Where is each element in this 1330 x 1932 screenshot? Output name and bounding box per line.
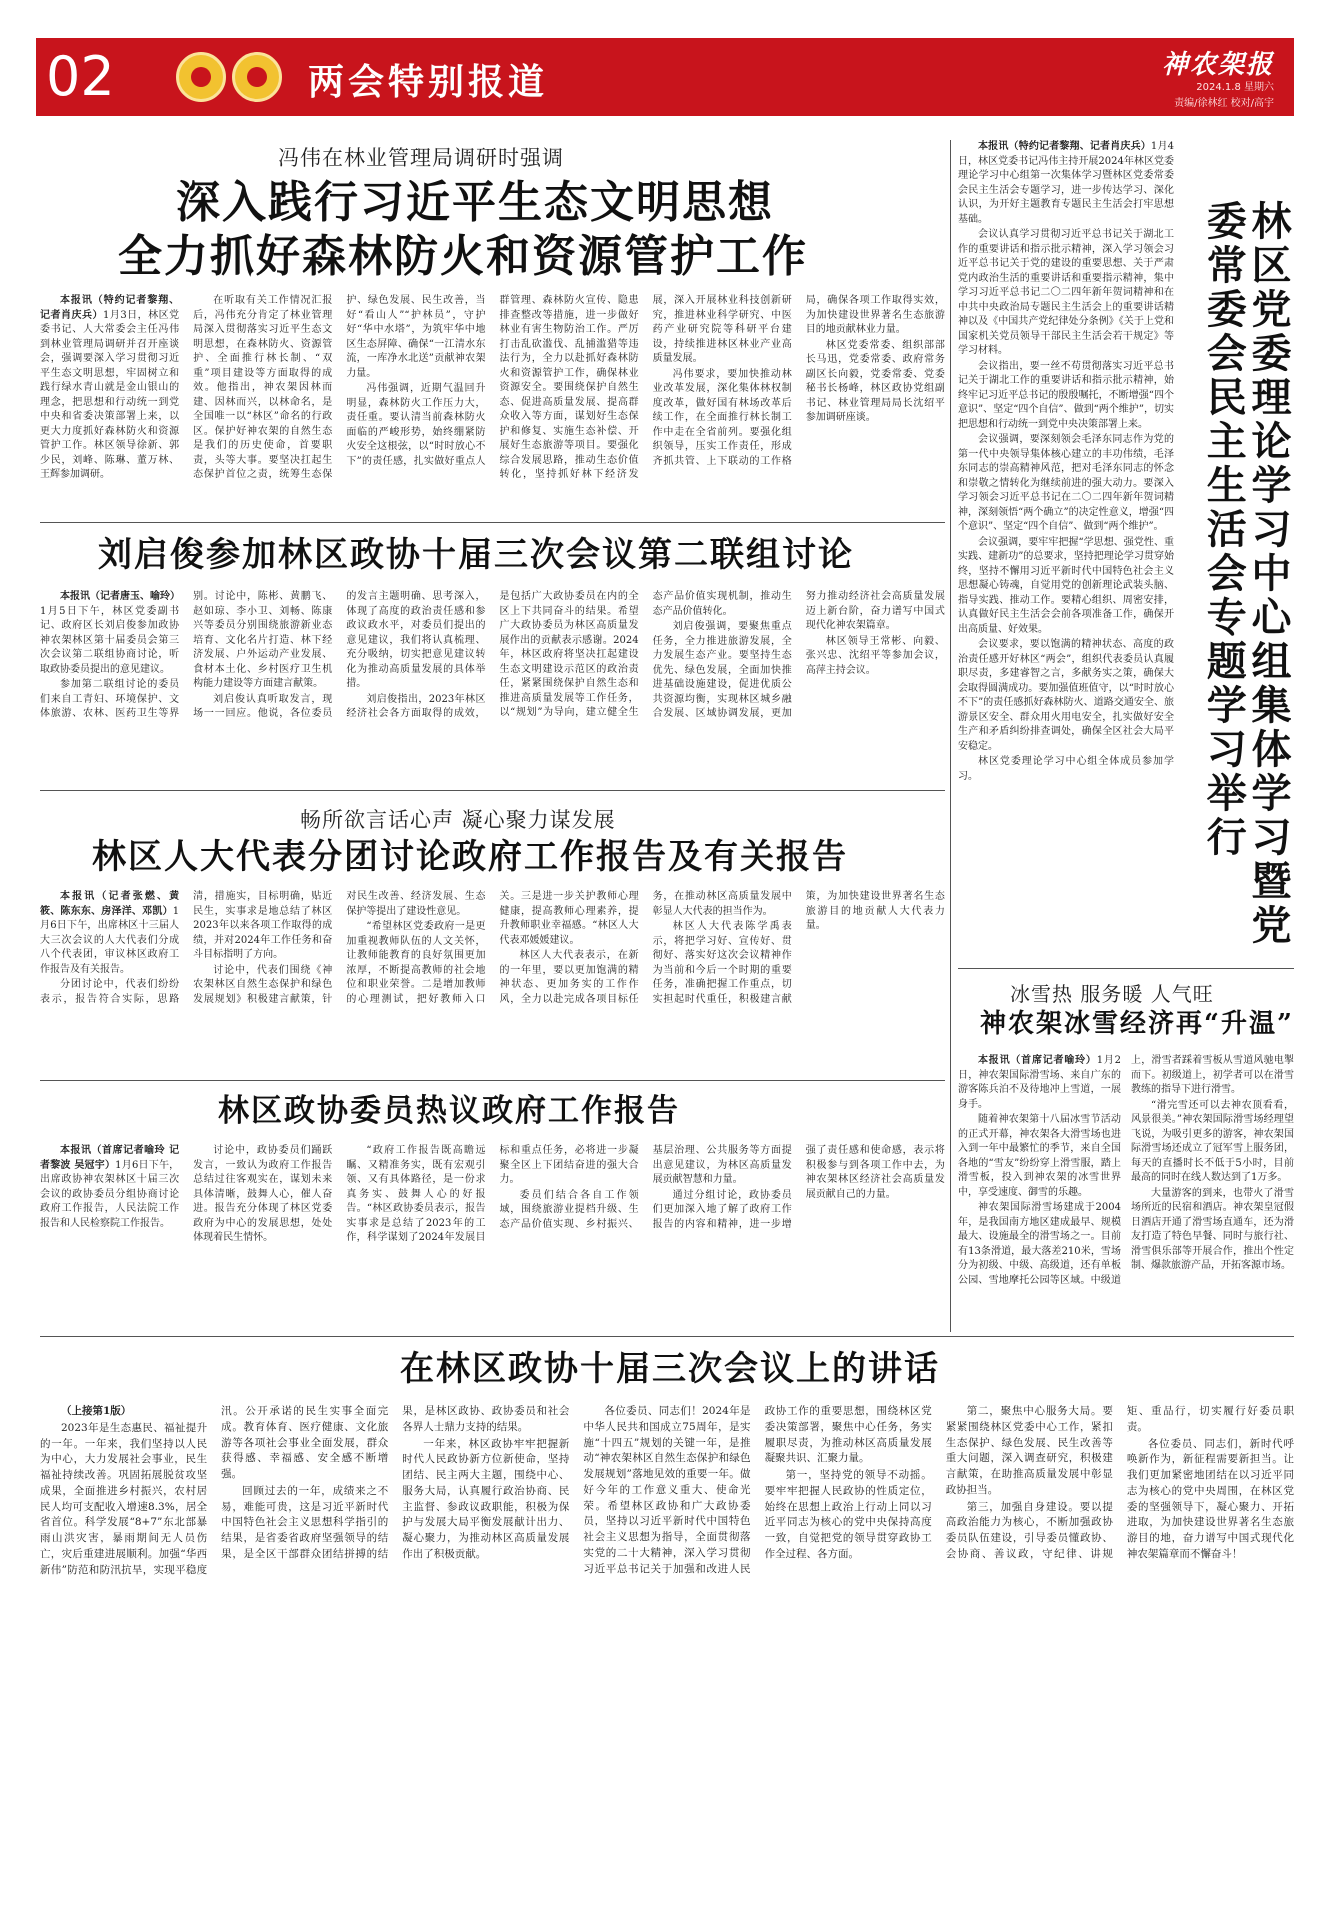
article5-body — [40, 1404, 1294, 1900]
article6-paragraph: 会议强调，要牢牢把握“学思想、强党性、重实践、建新功”的总要求，坚持把理论学习贯穿始终，坚持不懈用习近平新时代中国特色社会主义思想凝心铸魂，自觉用党的创新理论武装头脑、指导实践、推动工作。要精心组织、周密安排，认真做好民主生活会会前各项准备工作，确保开出高质量、好效果。 — [958, 536, 1174, 635]
article1-paragraph: 冯伟要求，要加快推动林业改革发展，深化集体林权制度改革，做好国有林场改革后续工作，在全面推行林长制工作中走在全省前列。要强化组织领导，压实工作责任，形成齐抓共管、上下联动的工作格局，确保各项工作取得实效，为加快建设世界著名生态旅游目的地贡献林业力量。 — [652, 295, 945, 467]
article6-title: 林区党委理论学习中心组集体学习暨党委常委会民主生活会专题学习举行 — [1200, 200, 1292, 948]
article2-paragraph: 1月5日下午，林区党委副书记、政府区长刘启俊参加政协神农架林区第十届委员会第三次会议第二联组协商讨论，听取政协委员提出的意见建议。 — [40, 605, 180, 675]
article5-paragraph: 回顾过去的一年，成绩来之不易，难能可贵，这是习近平新时代中国特色社会主义思想科学指引的结果，是省委省政府坚强领导的结果，是全区干部群众团结拼搏的结果，是林区政协、政协委员和社会各界人士鼎力支持的结果。 — [221, 1405, 570, 1560]
article4-paragraph: 通过分组讨论，政协委员们更加深入地了解了政府工作报告的内容和精神，进一步增强了责任感和使命感，表示将积极参与到各项工作中去，为神农架林区经济社会高质量发展贡献自己的力量。 — [652, 1145, 945, 1230]
article3-byline: 本报讯（记者张燃、黄筱、陈东东、房泽洋、邓凯） — [40, 891, 180, 917]
article3-paragraph: 林区人大代表表示，在新的一年里，要以更加饱满的精神状态、更加务实的工作作风，全力以赴完成各项目标任务，在推动林区高质量发展中彰显人大代表的担当作为。 — [499, 891, 792, 1005]
article4-paragraph: 1月6日下午，出席政协神农架林区十届三次会议的政协委员分组协商讨论政府工作报告，人民法院工作报告和人民检察院工作报告。 — [40, 1159, 180, 1229]
article2-paragraph: 林区领导王常彬、向毅、张兴忠、沈绍平等参加会议，高萍主持会议。 — [805, 635, 945, 676]
cppcc-emblem-icon — [232, 52, 282, 102]
section-title: 两会特别报道 — [308, 61, 549, 103]
article3-paragraph: 林区人大代表陈学禹表示，将把学习好、宣传好、贯彻好、落实好这次会议精神作为当前和今后一个时期的重要任务，准确把握工作重点，切实担起时代重任，积极建言献策，为加快建设世界著名生态旅游目的地贡献人大代表力量。 — [652, 891, 945, 1005]
article2-title: 刘启俊参加林区政协十届三次会议第二联组讨论 — [98, 535, 854, 575]
divider — [40, 1080, 945, 1081]
article5-paragraph: 2023年是生态惠民、福祉提升的一年。一年来，我们坚持以人民为中心，大力发展社会事业，民生福祉持续改善。巩固拓展脱贫攻坚成果，全面推进乡村振兴，农村居民人均可支配收入增速8.3%，居全省首位。科学发展“8+7”东北部暴雨山洪灾害，暴雨期间无人员伤亡，灾后重建进展顺利。加强“华西新伟”防范和防汛抗旱，实现平稳度汛。公开承诺的民生实事全面完成。教育体育、医疗健康、文化旅游等各项社会事业全面发展，群众获得感、幸福感、安全感不断增强。 — [40, 1405, 389, 1576]
article1-paragraph: 林区党委常委、组织部部长马迅，党委常委、政府常务副区长向毅，党委常委、党委秘书长杨峰，林区政协党组副书记、林业管理局局长沈绍平参加调研座谈。 — [805, 339, 945, 423]
article4-title: 林区政协委员热议政府工作报告 — [218, 1093, 680, 1129]
article6-paragraph: 林区党委理论学习中心组全体成员参加学习。 — [958, 756, 1174, 782]
article1-title-line2: 全力抓好森林防火和资源管护工作 — [118, 231, 808, 282]
article6-paragraph: 会议要求，要以饱满的精神状态、高度的政治责任感开好林区“两会”，组织代表委员认真履职尽责，多建睿智之言，多献务实之策，确保大会取得圆满成功。要加强值班值守，以“时时放心不下”的责任感抓好森林防火、道路交通安全、旅游景区安全、群众用火用电安全，扎实做好安全生产和矛盾纠纷排查调处，确保全区社会大局平安稳定。 — [958, 639, 1174, 752]
article7-byline: 本报讯（首席记者喻玲） — [978, 1055, 1097, 1066]
article3-paragraph: 1月6日下午，出席林区十三届人大三次会议的人大代表们分成八个代表团，审议林区政府工作报告及有关报告。 — [40, 905, 180, 975]
article3-paragraph: 分团讨论中，代表们纷纷表示，报告符合实际，思路清，措施实，目标明确，贴近民生，实事求是地总结了林区2023年以来各项工作取得的成绩，并对2024年工作任务和奋斗目标指明了方向。 — [40, 891, 333, 1005]
article2-paragraph: 刘启俊认真听取发言，现场一一回应。他说，各位委员的发言主题明确、思考深入，体现了高度的政治责任感和参政议政水平，对委员们提出的意见建议，我们将认真梳理、充分吸纳，切实把意见建议转化为推动高质量发展的具体举措。 — [193, 591, 486, 719]
article5-continued: （上接第1版） — [61, 1405, 132, 1417]
article3-title: 林区人大代表分团讨论政府工作报告及有关报告 — [92, 837, 848, 877]
article1-title-line1: 深入践行习近平生态文明思想 — [176, 177, 774, 228]
article7-paragraph: “滑完雪还可以去神农顶看看，风景很美。”神农架国际滑雪场经理望飞说，为吸引更多的游客，神农架国际滑雪场还成立了冠军雪上服务团，每天的直播时长不低于5小时，目前最高的同时在线人数达到了1万多。 — [1131, 1099, 1294, 1183]
editors-line: 责编/徐林红 校对/高宇 — [1174, 98, 1274, 109]
issue-date: 2024.1.8 星期六 — [1196, 82, 1274, 93]
article4-byline: 本报讯（首席记者喻玲 记者黎波 吴冠宇） — [40, 1145, 180, 1171]
article6-paragraph: 会议强调，要深刻领会毛泽东同志作为党的第一代中央领导集体核心建立的丰功伟绩，毛泽东同志的崇高精神风范，把对毛泽东同志的怀念和崇敬之情转化为继续前进的强大动力。要深入学习领会习近平总书记在二〇二四年新年贺词精神，深刻领悟“两个确立”的决定性意义，增强“四个意识”、坚定“四个自信”、做到“两个维护”。 — [958, 434, 1174, 532]
article7-paragraph: 神农架国际滑雪场建成于2004年，是我国南方地区建成最早、规模最大、设施最全的滑雪场之一。目前有13条滑道，最大落差210米，雪场分为初级、中级、高级道，还有单板公园、雪地摩托公园等区域。中级道上，滑雪者踩着雪板从雪道风驰电掣而下。初级道上，初学者可以在滑雪教练的指导下进行滑雪。 — [958, 1055, 1294, 1286]
article5-paragraph: 第三，加强自身建设。要以提高政治能力为核心，不断加强政协委员队伍建设，引导委员懂政协、会协商、善议政，守纪律、讲规矩、重品行，切实履行好委员职责。 — [945, 1405, 1294, 1560]
article4-paragraph: “政府工作报告既高瞻远瞩、又精准务实，既有宏观引领、又有具体路径，是一份求真务实、鼓舞人心的好报告。“林区政协委员表示，报告实事求是总结了2023年的工作，科学谋划了2024年发展目标和重点任务，必将进一步凝聚全区上下团结奋进的强大合力。 — [346, 1145, 639, 1243]
article3-body — [40, 890, 945, 1070]
divider — [40, 1336, 1294, 1337]
article1-kicker: 冯伟在林业管理局调研时强调 — [278, 146, 564, 170]
article5-paragraph: 第二，聚焦中心服务大局。要紧紧围绕林区党委中心工作，紧扣生态保护、绿色发展、民生改善等重大问题，深入调查研究，积极建言献策，在助推高质量发展中彰显政协担当。 — [945, 1405, 1113, 1496]
article5-paragraph: 第一，坚持党的领导不动摇。要牢牢把握人民政协的性质定位，始终在思想上政治上行动上同以习近平同志为核心的党中央保持高度一致，自觉把党的领导贯穿政协工作全过程、各方面。 — [764, 1469, 932, 1560]
article3-kicker: 畅所欲言话心声 凝心聚力谋发展 — [300, 808, 616, 832]
article6-paragraph: 会议指出，要一丝不苟贯彻落实习近平总书记关于湖北工作的重要讲话和指示批示精神，始终牢记习近平总书记的殷殷嘱托，不断增强“四个意识”、坚定“四个自信”、做到“两个维护”，切实把思想和行动统一到党中央决策部署上来。 — [958, 360, 1174, 430]
article2-paragraph: 参加第二联组讨论的委员们来自工青妇、环境保护、文体旅游、农林、医药卫生等界别。讨论中，陈彬、黄鹏飞、赵如琼、李小卫、刘畅、陈康兴等委员分别围绕旅游新业态培育、文化名片打造、林下经济发展、户外运动产业发展、食材本土化、乡村医疗卫生机构能力建设等方面建言献策。 — [40, 591, 333, 719]
page-number: 02 — [46, 45, 115, 108]
article1-paragraph: 冯伟强调，近期气温回升明显，森林防火工作压力大，责任重。要认清当前森林防火面临的严峻形势，始终绷紧防火安全这根弦，以“时时放心不下”的责任感，扎实做好重点人群管理、森林防火宣传、隐患排查整改等措施，进一步做好林业有害生物防治工作。严厉打击乱砍滥伐、乱捕滥猎等违法行为，全力以赴抓好森林防火和资源管护工作，确保林业资源安全。要围绕保护自然生态、促进高质量发展、提高群众收入等方面，谋划好生态保护和修复、实施生态补偿、开展好生态旅游等项目。要强化综合发展思路，推动生态价值转化，坚持抓好林下经济发展，深入开展林业科技创新研究，推进林业科学研究、中医药产业研究院等科研平台建设，持续推进林区林业产业高质量发展。 — [346, 295, 792, 480]
article2-paragraph: 刘启俊指出，2023年林区经济社会各方面取得的成效，是包括广大政协委员在内的全区上下共同奋斗的结果。希望广大政协委员为林区高质量发展作出的贡献表示感谢。2024年，林区政府将坚决扛起建设生态文明建设示范区的政治责任，紧紧围绕保护自然生态和推进高质量发展等工作任务，以“规划”为导向，建立健全生态产品价值实现机制，推动生态产品价值转化。 — [346, 591, 792, 719]
divider — [40, 522, 945, 523]
national-emblem-icon — [176, 52, 226, 102]
article2-paragraph: 刘启俊强调，要聚焦重点任务，全力推进旅游发展，全力发展生态产业。要坚持生态优先、绿色发展，全面加快推进基础设施建设，促进优质公共资源均衡，实现林区城乡融合发展、区域协调发展，更加努力推动经济社会高质量发展迈上新台阶，奋力谱写中国式现代化神农架篇章。 — [652, 591, 945, 719]
article2-byline: 本报讯（记者唐玉、喻玲） — [60, 591, 180, 602]
article7-title: 神农架冰雪经济再“升温” — [980, 1009, 1294, 1039]
article6-byline: 本报讯（特约记者黎翔、记者肖庆兵） — [978, 141, 1151, 152]
newspaper-name: 神农架报 — [1161, 50, 1274, 80]
article4-body — [40, 1144, 945, 1324]
article7-paragraph: 随着神农架第十八届冰雪节活动的正式开幕，神农架各大滑雪场也进入到一年中最繁忙的季节，来自全国各地的“雪友”纷纷穿上滑雪服，踏上滑雪板，投入到神农架的冰雪世界中，享受速度、御雪的乐趣。 — [958, 1114, 1121, 1198]
divider — [40, 790, 945, 791]
article5-paragraph: 各位委员、同志们，新时代呼唤新作为，新征程需要新担当。让我们更加紧密地团结在以习近平同志为核心的党中央周围，在林区党委的坚强领导下，凝心聚力、开拓进取，为加快建设世界著名生态旅游目的地，奋力谱写中国式现代化神农架篇章而不懈奋斗！ — [1126, 1437, 1294, 1560]
article7-body — [958, 1054, 1294, 1328]
article3-paragraph: “希望林区党委政府一是更加重视教师队伍的人文关怀，让教师能教育的良好氛围更加浓厚，不断提高教师的社会地位和职业荣誉。二是增加教师的心理测试，把好教师入口关。三是进一步关护教师心理健康，提高教师心理素养，提升教师职业幸福感。“林区人大代表邓媛媛建议。 — [346, 891, 639, 1005]
article7-paragraph: 1月2日，神农架国际滑雪场、来自广东的游客陈兵泊不及待地冲上雪道，一展身手。 — [958, 1055, 1121, 1110]
article7-kicker: 冰雪热 服务暖 人气旺 — [1010, 982, 1214, 1006]
masthead-banner — [36, 38, 1294, 116]
column-separator — [950, 140, 951, 1332]
divider — [958, 968, 1294, 969]
article4-paragraph: 委员们结合各自工作领域，围绕旅游业提档升级、生态产品价值实现、乡村振兴、基层治理、公共服务等方面提出意见建议，为林区高质量发展贡献智慧和力量。 — [499, 1145, 792, 1230]
article2-body — [40, 590, 945, 780]
article1-paragraph: 1月3日，林区党委书记、人大常委会主任冯伟到林业管理局调研并召开座谈会，强调要深入学习贯彻习近平生态文明思想，牢固树立和践行绿水青山就是金山银山的理念，把思想和行动统一到党中央和省委决策部署上来，以更大力度抓好森林防火和资源管护工作。林区领导徐新、郭少民，刘峰、陈琳、董万林、王辉参加调研。 — [40, 309, 180, 480]
article1-paragraph: 在听取有关工作情况汇报后，冯伟充分肯定了林业管理局深入贯彻落实习近平生态文明思想，在森林防火、资源管护、全面推行林长制、“双重”项目建设等方面取得的成效。他指出，神农架因林而建、因林而兴，以林命名，是全国唯一以“林区”命名的行政区。保护好神农架的自然生态是我们的历史使命，首要职责，头等大事。要坚决扛起生态保护首位之责，统筹生态保护、绿色发展、民生改善，当好“看山人”“护林员”，守护好“华中水塔”，为筑牢华中地区生态屏障、确保“一江清水东流，一库净水北送”贡献神农架力量。 — [193, 295, 486, 480]
article4-paragraph: 讨论中，政协委员们踊跃发言，一致认为政府工作报告总结过往客观实在，谋划未来具体清晰，鼓舞人心，催人奋进。报告充分体现了林区党委政府为中心的发展思想，处处体现着民生情怀。 — [193, 1145, 333, 1243]
article6-body — [958, 140, 1174, 958]
article5-paragraph: 各位委员、同志们！2024年是中华人民共和国成立75周年，是实施“十四五”规划的关键一年，是推动“神农架林区自然生态保护和绿色发展规划”落地见效的重要一年。做好今年的工作意义重大、使命光荣。希望林区政协和广大政协委员，坚持以习近平新时代中国特色社会主义思想为指导，全面贯彻落实党的二十大精神，深入学习贯彻习近平总书记关于加强和改进人民政协工作的重要思想，围绕林区党委决策部署，聚焦中心任务，务实履职尽责，为推动林区高质量发展凝聚共识、汇聚力量。 — [583, 1405, 932, 1575]
article3-paragraph: 讨论中，代表们围绕《神农架林区自然生态保护和绿色发展规划》积极建言献策，针对民生改善、经济发展、生态保护等提出了建设性意见。 — [193, 891, 486, 1005]
article5-title: 在林区政协十届三次会议上的讲话 — [400, 1349, 940, 1389]
article1-body — [40, 294, 945, 512]
article6-paragraph: 会议认真学习贯彻习近平总书记关于湖北工作的重要讲话和指示批示精神，深入学习领会习近平总书记关于党的建设的重要思想、关于严肃党内政治生活的重要讲话和重要指示精神，集中学习习近平总书记二〇二四年新年贺词精神和在中共中央政治局专题民主生活会上的重要讲话精神以及《中国共产党纪律处分条例》《关于上党和国家机关党员领导干部民主生活会若干规定》等学习材料。 — [958, 229, 1174, 356]
article1-byline: 本报讯（特约记者黎翔、记者肖庆兵） — [40, 295, 180, 321]
article5-paragraph: 一年来，林区政协牢牢把握新时代人民政协新方位新使命，坚持团结、民主两大主题，围绕中心、服务大局，认真履行政治协商、民主监督、参政议政职能，积极为保护与发展大局平衡发展献计出力、凝心聚力，为推动林区高质量发展作出了积极贡献。 — [402, 1437, 570, 1560]
article6-paragraph: 1月4日，林区党委书记冯伟主持开展2024年林区党委理论学习中心组第一次集体学习暨林区党委常委会民主生活会专题学习，进一步传达学习、深化认识，为开好主题教育专题民主生活会打牢思想基础。 — [958, 141, 1174, 225]
article7-paragraph: 大量游客的到来，也带火了滑雪场所近的民宿和酒店。神农架皇冠假日酒店开通了滑雪场直通车，还为滑友打造了特色早餐、同时与旅行社、滑雪俱乐部等开展合作，推出个性定制、爆款旅游产品，开拓客源市场。 — [1131, 1187, 1294, 1271]
